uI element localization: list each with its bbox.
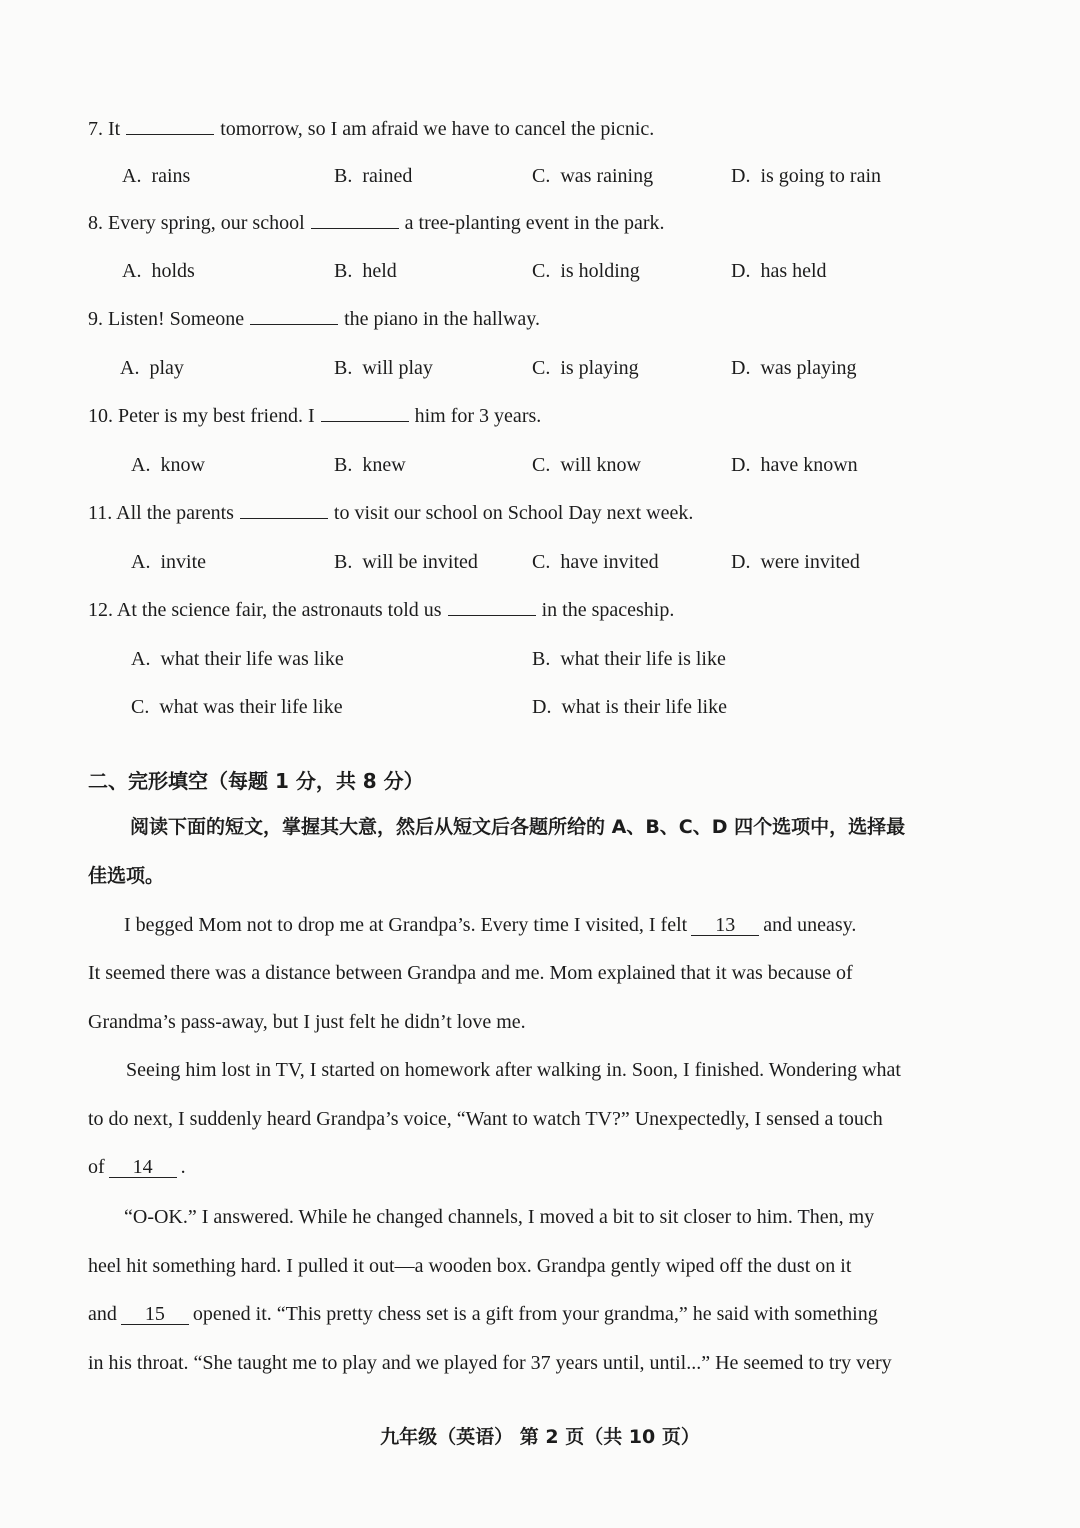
option-7c: C. was raining [532, 165, 654, 187]
option-10c: C. will know [532, 454, 641, 476]
passage-line: to do next, I suddenly heard Grandpa’s voice, “Want to watch TV?” Unexpectedly, I sensed a touch [88, 1108, 883, 1130]
passage-line: I begged Mom not to drop me at Grandpa’s. Every time I visited, I felt 13 and uneasy. [124, 914, 857, 936]
passage-line: and 15 opened it. “This pretty chess set is a gift from your grandma,” he said with something [88, 1303, 878, 1325]
passage-line: of 14 . [88, 1156, 186, 1178]
section-title: 二、完形填空（每题 1 分，共 8 分） [88, 769, 424, 793]
passage-line: heel hit something hard. I pulled it out—a wooden box. Grandpa gently wiped off the dust on it [88, 1255, 852, 1277]
question-11: 11. All the parents to visit our school on School Day next week. [88, 502, 694, 524]
gap-13: 13 [691, 915, 759, 936]
passage-line: It seemed there was a distance between Grandpa and me. Mom explained that it was because of [88, 962, 853, 984]
option-9d: D. was playing [731, 357, 857, 379]
question-9: 9. Listen! Someone the piano in the hallway. [88, 308, 540, 330]
option-12b: B. what their life is like [532, 648, 726, 670]
answer-blank [250, 306, 338, 325]
gap-15: 15 [121, 1304, 189, 1325]
option-8b: B. held [334, 260, 397, 282]
answer-blank [448, 597, 536, 616]
passage-line: Seeing him lost in TV, I started on homework after walking in. Soon, I finished. Wondering what [126, 1059, 901, 1081]
section-instruction: 阅读下面的短文，掌握其大意，然后从短文后各题所给的 A、B、C、D 四个选项中，选择最 [130, 816, 906, 838]
option-7d: D. is going to rain [731, 165, 881, 187]
option-10d: D. have known [731, 454, 858, 476]
option-8d: D. has held [731, 260, 827, 282]
page-footer: 九年级（英语） 第 2 页（共 10 页） [380, 1426, 700, 1448]
option-12c: C. what was their life like [131, 696, 343, 718]
question-10: 10. Peter is my best friend. I him for 3 years. [88, 405, 542, 427]
option-11a: A. invite [131, 551, 206, 573]
passage-line: in his throat. “She taught me to play and we played for 37 years until, until...” He seemed to try very [88, 1352, 892, 1374]
answer-blank [240, 500, 328, 519]
option-11b: B. will be invited [334, 551, 478, 573]
option-10b: B. knew [334, 454, 406, 476]
option-8a: A. holds [122, 260, 195, 282]
gap-14: 14 [109, 1157, 177, 1178]
option-10a: A. know [131, 454, 205, 476]
option-11d: D. were invited [731, 551, 860, 573]
passage-line: “O-OK.” I answered. While he changed channels, I moved a bit to sit closer to him. Then, my [124, 1206, 875, 1228]
question-12: 12. At the science fair, the astronauts told us in the spaceship. [88, 599, 675, 621]
option-11c: C. have invited [532, 551, 659, 573]
option-9b: B. will play [334, 357, 433, 379]
option-8c: C. is holding [532, 260, 640, 282]
answer-blank [126, 116, 214, 135]
option-7b: B. rained [334, 165, 413, 187]
passage-line: Grandma’s pass-away, but I just felt he didn’t love me. [88, 1011, 526, 1033]
option-9c: C. is playing [532, 357, 639, 379]
option-12a: A. what their life was like [131, 648, 344, 670]
option-12d: D. what is their life like [532, 696, 727, 718]
option-9a: A. play [120, 357, 184, 379]
answer-blank [321, 403, 409, 422]
question-8: 8. Every spring, our school a tree-planting event in the park. [88, 212, 665, 234]
option-7a: A. rains [122, 165, 191, 187]
answer-blank [311, 210, 399, 229]
question-7: 7. It tomorrow, so I am afraid we have to cancel the picnic. [88, 118, 655, 140]
section-instruction-cont: 佳选项。 [88, 865, 165, 887]
